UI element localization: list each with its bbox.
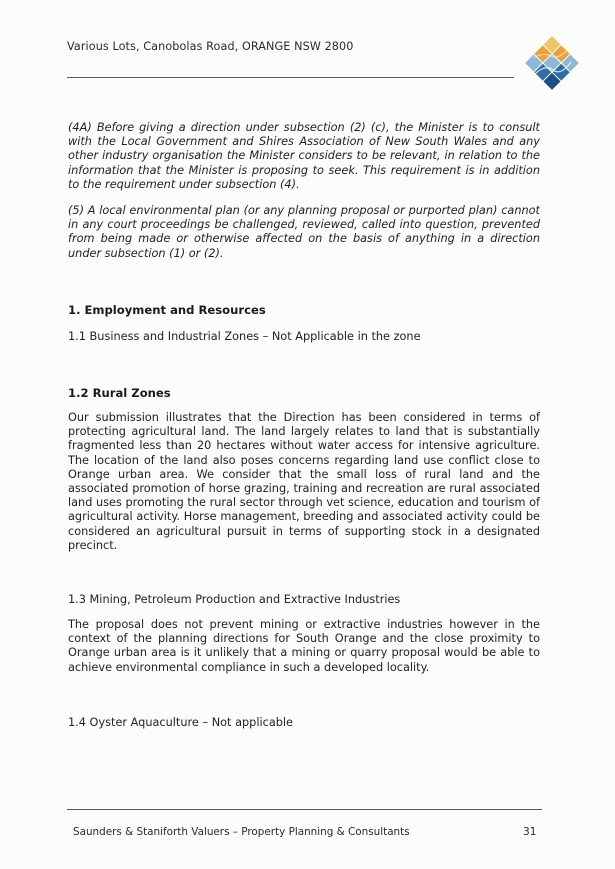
footer-divider [67,809,542,810]
subsection-1-4: 1.4 Oyster Aquaculture – Not applicable [68,716,294,729]
subsection-1-1: 1.1 Business and Industrial Zones – Not Applicable in the zone [68,330,421,343]
section-heading-rural-zones: 1.2 Rural Zones [68,386,171,400]
mining-paragraph: The proposal does not prevent mining or extractive industries however in the context of the planning directions for South Orange and the close proximity to Orange urban area is it unlikely that a mining or quarry proposal would be able to achieve environmental compliance in such a developed locality. [68,618,540,674]
rural-zones-paragraph: Our submission illustrates that the Direction has been considered in terms of protecting agricultural land. The land largely relates to land that is substantially fragmented less than 20 hectares without water access for intensive agriculture. The location of the land also poses concerns regarding land use conflict close to Orange urban area. We consider that the small loss of rural land and the associated promotion of horse grazing, training and recreation are rural associated land uses promoting the rural sector through vet science, education and tourism of agricultural activity. Horse management, breeding and associated activity could be considered an agricultural pursuit in terms of supporting stock in a designated precinct. [68,411,540,552]
quote-5: (5) A local environmental plan (or any planning proposal or purported plan) cannot in any court proceedings be challenged, reviewed, called into question, prevented from being made or otherwise affected on the basis of anything in a direction under subsection (1) or (2). [68,204,540,260]
header-divider [67,77,514,78]
subsection-1-3-heading: 1.3 Mining, Petroleum Production and Extractive Industries [68,593,401,606]
section-heading-employment: 1. Employment and Resources [68,303,266,317]
diamond-logo-icon [523,34,581,92]
page-number: 31 [523,826,537,838]
quote-4a: (4A) Before giving a direction under subsection (2) (c), the Minister is to consult with the Local Government and Shires Association of New South Wales and any other industry organisation the Minister considers to be relevant, in relation to the information that the Minister is proposing to seek. This requirement is in addition to the requirement under subsection (4). [68,121,540,191]
header-address: Various Lots, Canobolas Road, ORANGE NSW 2800 [67,40,354,53]
footer-company: Saunders & Staniforth Valuers – Property Planning & Consultants [73,826,410,838]
